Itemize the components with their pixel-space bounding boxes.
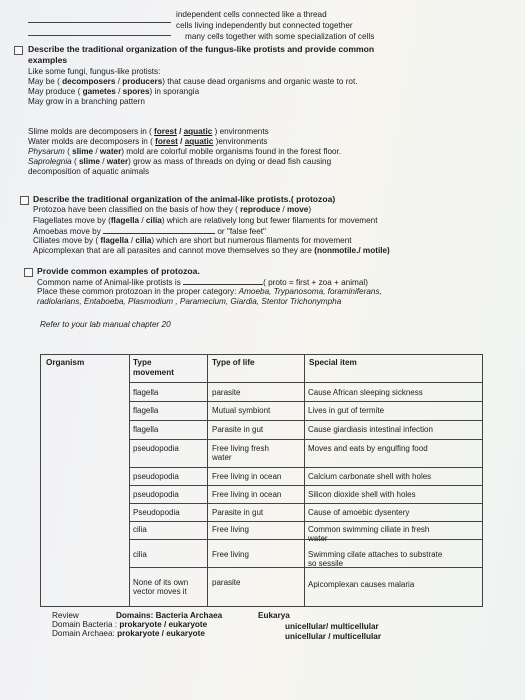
col-header-type-movement-2: movement xyxy=(133,368,174,377)
fungus-line-1: Like some fungi, fungus-like protists: xyxy=(28,67,161,76)
table-row-rule xyxy=(129,401,483,402)
table-row-rule xyxy=(129,439,483,440)
animal-line-5: Apicomplexan that are all parasites and cannot move themselves so they are (nonmotile./ motile) xyxy=(33,246,390,255)
table-border-right xyxy=(482,354,483,607)
col-header-special-item: Special item xyxy=(309,358,357,367)
review-bacteria-cellular: unicellular/ multicellular xyxy=(285,622,379,631)
table-row-rule xyxy=(129,503,483,504)
table-cell: None of its own xyxy=(133,578,189,587)
table-row-rule xyxy=(129,485,483,486)
animal-line-2: Flagellates move by (flagella / cilia) which are relatively long but fewer filaments for movement xyxy=(33,216,378,225)
table-cell: pseudopodia xyxy=(133,490,179,499)
table-cell: Swimming cilate attaches to substrate xyxy=(308,550,443,559)
table-cell: Common swimming ciliate in fresh xyxy=(308,525,430,534)
fungus-line-2: May be ( decomposers / producers) that cause dead organisms and organic waste to rot. xyxy=(28,77,358,86)
table-cell: Free living xyxy=(212,550,249,559)
table-cell: Apicomplexan causes malaria xyxy=(308,580,415,589)
table-cell: Free living in ocean xyxy=(212,490,282,499)
section-protozoa-heading: Provide common examples of protozoa. xyxy=(37,266,200,276)
table-cell: vector moves it xyxy=(133,587,187,596)
answer-line-2 xyxy=(28,35,171,36)
table-cell: Lives in gut of termite xyxy=(308,406,385,415)
table-cell: Cause African sleeping sickness xyxy=(308,388,423,397)
table-row-rule xyxy=(129,539,483,540)
slime-line-5: decomposition of aquatic animals xyxy=(28,167,150,176)
table-divider-2 xyxy=(207,354,208,607)
table-header-rule xyxy=(129,382,483,383)
match-option-1: independent cells connected like a thread xyxy=(176,10,327,19)
table-cell: Free living xyxy=(212,525,249,534)
match-option-3: many cells together with some specialization of cells xyxy=(185,32,375,41)
protozoa-line-3: radiolarians, Entaboeba, Plasmodium , Paramecium, Giardia, Stentor Trichonympha xyxy=(37,297,342,306)
lab-manual-note: Refer to your lab manual chapter 20 xyxy=(40,320,171,329)
animal-line-1: Protozoa have been classified on the basis of how they ( reproduce / move) xyxy=(33,205,312,214)
slime-line-3: Physarum ( slime / water) mold are colorful mobile organisms found in the forest floor. xyxy=(28,147,342,156)
table-cell: pseudopodia xyxy=(133,472,179,481)
table-cell: Silicon dioxide shell with holes xyxy=(308,490,416,499)
review-bacteria: Domain Bacteria : prokaryote / eukaryote xyxy=(52,620,208,629)
table-cell: Cause of amoebic dysentery xyxy=(308,508,410,517)
col-header-type-of-life: Type of life xyxy=(212,358,255,367)
table-cell: Calcium carbonate shell with holes xyxy=(308,472,432,481)
table-cell: pseudopodia xyxy=(133,444,179,453)
protozoa-line-1: Common name of Animal-like protists is ( proto = first + zoa + animal) xyxy=(37,278,368,287)
section-animal-heading: Describe the traditional organization of the animal-like protists.( protozoa) xyxy=(33,194,336,204)
review-label: Review xyxy=(52,611,79,620)
review-archaea-cellular: unicellular / multicellular xyxy=(285,632,382,641)
table-cell: Parasite in gut xyxy=(212,425,264,434)
table-row-rule xyxy=(129,420,483,421)
table-cell: so sessile xyxy=(308,559,344,568)
table-cell: parasite xyxy=(212,578,241,587)
checkbox-section-protozoa[interactable] xyxy=(24,268,33,277)
checkbox-section-fungus[interactable] xyxy=(14,46,23,55)
table-row-rule xyxy=(129,567,483,568)
table-cell: parasite xyxy=(212,388,241,397)
protozoa-line-2: Place these common protozoan in the proper category: Amoeba, Trypanosoma, foraminiferans, xyxy=(37,287,382,296)
review-domains: Domains: Bacteria Archaea xyxy=(116,611,223,620)
table-divider-1 xyxy=(129,354,130,607)
match-option-2: cells living independently but connected together xyxy=(176,21,353,30)
animal-line-4: Ciliates move by ( flagella / cilia) which are short but numerous filaments for movement xyxy=(33,236,352,245)
table-cell: Pseudopodia xyxy=(133,508,180,517)
table-cell: flagella xyxy=(133,425,159,434)
table-cell: Free living fresh xyxy=(212,444,269,453)
slime-line-4: Saprolegnia ( slime / water) grow as mass of threads on dying or dead fish causing xyxy=(28,157,332,166)
table-border-left xyxy=(40,354,41,607)
table-row-rule xyxy=(129,467,483,468)
fungus-line-3: May produce ( gametes / spores) in sporangia xyxy=(28,87,200,96)
col-header-organism: Organism xyxy=(46,358,85,367)
table-cell: Cause giardiasis intestinal infection xyxy=(308,425,433,434)
table-cell: cilia xyxy=(133,550,147,559)
table-cell: flagella xyxy=(133,406,159,415)
table-cell: Free living in ocean xyxy=(212,472,282,481)
fungus-line-4: May grow in a branching pattern xyxy=(28,97,145,106)
table-cell: flagella xyxy=(133,388,159,397)
slime-line-2: Water molds are decomposers in ( forest / aquatic )environments xyxy=(28,137,268,146)
checkbox-section-animal[interactable] xyxy=(20,196,29,205)
table-border-bottom xyxy=(40,606,483,607)
answer-line-1 xyxy=(28,22,171,23)
table-divider-3 xyxy=(304,354,305,607)
table-cell: Mutual symbiont xyxy=(212,406,271,415)
review-eukarya: Eukarya xyxy=(258,611,290,620)
table-cell: Parasite in gut xyxy=(212,508,264,517)
section-fungus-heading-1: Describe the traditional organization of the fungus-like protists and provide common xyxy=(28,44,375,54)
table-row-rule xyxy=(129,521,483,522)
review-archaea: Domain Archaea: prokaryote / eukaryote xyxy=(52,629,205,638)
col-header-type-movement-1: Type xyxy=(133,358,152,367)
animal-line-3: Amoebas move by or "false feet" xyxy=(33,227,266,236)
table-cell: Moves and eats by engulfing food xyxy=(308,444,428,453)
slime-line-1: Slime molds are decomposers in ( forest / aquatic ) environments xyxy=(28,127,269,136)
table-cell: water xyxy=(308,534,328,543)
table-cell: cilia xyxy=(133,525,147,534)
table-border-top xyxy=(40,354,483,355)
table-cell: water xyxy=(212,453,232,462)
section-fungus-heading-2: examples xyxy=(28,55,68,65)
